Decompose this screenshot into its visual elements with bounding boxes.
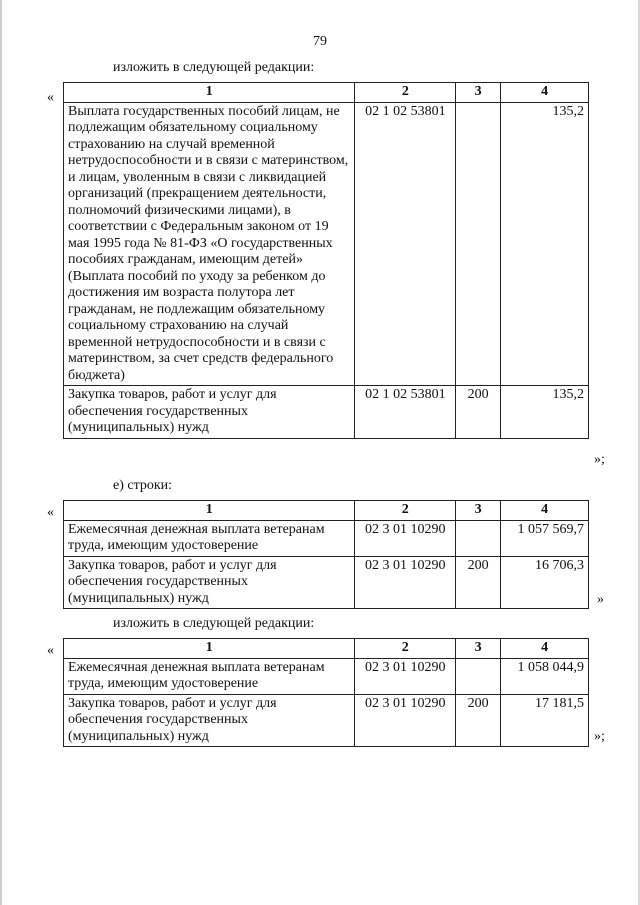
open-quote-2: «	[47, 505, 54, 520]
table-header-row	[64, 83, 589, 103]
page-number: 79	[313, 34, 327, 49]
row-amount: 135,2	[501, 386, 589, 439]
table-row	[64, 556, 589, 609]
table-header-row	[64, 501, 589, 521]
budget-table-1	[63, 82, 589, 439]
header-col-2: 2	[355, 83, 456, 103]
table-row	[64, 386, 589, 439]
table-row	[64, 102, 589, 386]
intro-text-2: е) строки:	[113, 478, 173, 493]
intro-text-1: изложить в следующей редакции:	[113, 60, 315, 75]
row-type: 200	[456, 556, 501, 609]
table-row	[64, 658, 589, 694]
close-quote-1: »;	[594, 452, 605, 467]
row-amount: 135,2	[501, 102, 589, 386]
table-header-row	[64, 639, 589, 659]
header-col-4: 4	[501, 83, 589, 103]
scan-edge-left	[0, 0, 2, 905]
header-col-3: 3	[456, 639, 501, 659]
header-col-3: 3	[456, 83, 501, 103]
open-quote-1: «	[47, 90, 54, 105]
header-col-2: 2	[355, 639, 456, 659]
row-amount: 1 057 569,7	[501, 520, 589, 556]
row-code: 02 3 01 10290	[355, 658, 456, 694]
row-name: Ежемесячная денежная выплата ветеранам труда, имеющим удостоверение	[64, 658, 355, 694]
row-type	[456, 658, 501, 694]
row-name: Закупка товаров, работ и услуг для обеспечения государственных (муниципальных) нужд	[64, 694, 355, 747]
row-type: 200	[456, 694, 501, 747]
close-quote-2: »	[597, 592, 604, 607]
row-type	[456, 520, 501, 556]
table-row	[64, 520, 589, 556]
row-amount: 16 706,3	[501, 556, 589, 609]
header-col-4: 4	[501, 501, 589, 521]
row-code: 02 1 02 53801	[355, 386, 456, 439]
row-name: Закупка товаров, работ и услуг для обеспечения государственных (муниципальных) нужд	[64, 556, 355, 609]
budget-table-3	[63, 638, 589, 747]
header-col-3: 3	[456, 501, 501, 521]
row-type: 200	[456, 386, 501, 439]
row-name: Выплата государственных пособий лицам, не подлежащим обязательному социальному страхованию на случай временной нетрудоспособности и в связи с материнством, и лицам, уволенным в связи с ликвидацией организаций (прекращением деятельности, полномочий физическими лицами), в соответствии с Федеральным законом от 19 мая 1995 года № 81-ФЗ «О государственных пособиях гражданам, имеющим детей» (Выплата пособий по уходу за ребенком до достижения им возраста полутора лет гражданам, не подлежащим обязательному социальному страхованию на случай временной нетрудоспособности и в связи с материнством, за счет средств федерального бюджета)	[64, 102, 355, 386]
row-name: Ежемесячная денежная выплата ветеранам труда, имеющим удостоверение	[64, 520, 355, 556]
row-code: 02 1 02 53801	[355, 102, 456, 386]
row-type	[456, 102, 501, 386]
row-code: 02 3 01 10290	[355, 694, 456, 747]
header-col-1: 1	[64, 639, 355, 659]
intro-text-3: изложить в следующей редакции:	[113, 616, 315, 631]
table-row	[64, 694, 589, 747]
header-col-4: 4	[501, 639, 589, 659]
header-col-2: 2	[355, 501, 456, 521]
header-col-1: 1	[64, 83, 355, 103]
row-code: 02 3 01 10290	[355, 556, 456, 609]
row-code: 02 3 01 10290	[355, 520, 456, 556]
budget-table-2	[63, 500, 589, 609]
open-quote-3: «	[47, 643, 54, 658]
row-amount: 1 058 044,9	[501, 658, 589, 694]
header-col-1: 1	[64, 501, 355, 521]
row-amount: 17 181,5	[501, 694, 589, 747]
close-quote-3: »;	[594, 729, 605, 744]
row-name: Закупка товаров, работ и услуг для обеспечения государственных (муниципальных) нужд	[64, 386, 355, 439]
